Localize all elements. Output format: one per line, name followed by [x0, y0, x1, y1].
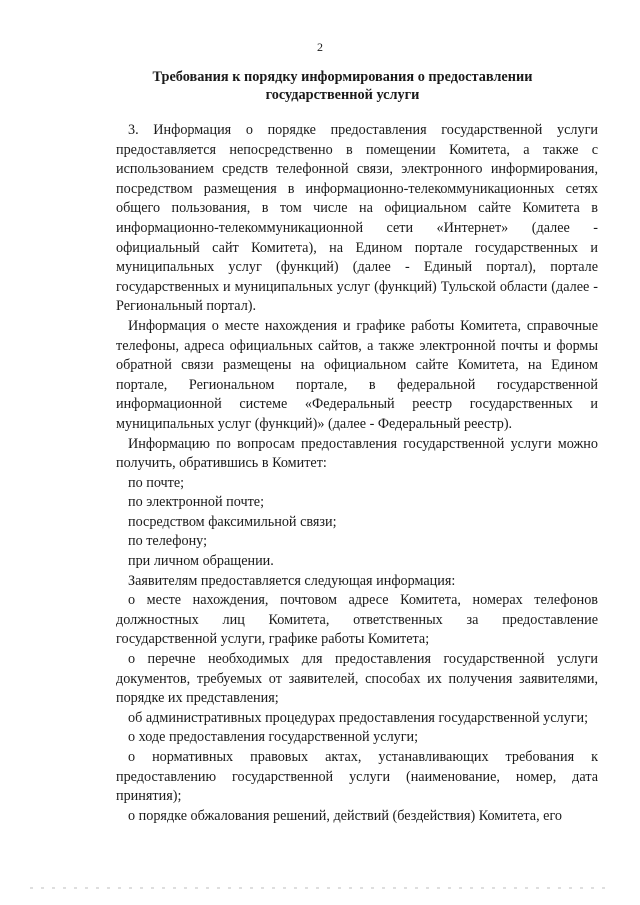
section-title-line-2: государственной услуги	[265, 87, 420, 103]
body-paragraph: об административных процедурах предоставления государственной услуги;	[128, 709, 589, 726]
body-paragraph: Информация о месте нахождения и графике работы Комитета, справочные телефоны, адреса официальных сайтов, а также электронной почты и формы обратной связи размещены на официальном сайте Комитета, на Едином портале, Региональном портале, в федеральной государственной информационной системе «Федеральный реестр государственных и муниципальных услуг (функций)» (далее - Федеральный реестр).	[116, 317, 598, 432]
body-paragraph: о месте нахождения, почтовом адресе Комитета, номерах телефонов должностных лиц Комитета, ответственных за предоставление государственной услуги, графике работы Комитета;	[116, 592, 598, 648]
section-title	[80, 68, 605, 104]
list-item: по электронной почте;	[128, 494, 265, 511]
body-text	[116, 121, 598, 826]
body-paragraph: о ходе предоставления государственной услуги;	[128, 729, 419, 746]
body-paragraph: Информацию по вопросам предоставления государственной услуги можно получить, обратившись в Комитет:	[116, 435, 598, 472]
body-paragraph: 3. Информация о порядке предоставления государственной услуги предоставляется непосредственно в помещении Комитета, а также с использованием средств телефонной связи, электронного информирования, посредством размещения в информационно-телекоммуникационных сетях общего пользования, в том числе на официальном сайте Комитета в информационно-телекоммуникационной сети «Интернет» (далее - официальный сайт Комитета), на Едином портале государственных и муниципальных услуг (функций) (далее - Единый портал), портале государственных и муниципальных услуг (функций) Тульской области (далее - Региональный портал).	[116, 122, 598, 315]
body-paragraph: о нормативных правовых актах, устанавливающих требования к предоставлению государственной услуги (наименование, номер, дата принятия);	[116, 749, 598, 805]
body-paragraph: о порядке обжалования решений, действий (бездействия) Комитета, его	[128, 807, 563, 824]
list-item: посредством факсимильной связи;	[128, 513, 337, 530]
page-number: 2	[317, 40, 323, 54]
list-item: по телефону;	[128, 533, 208, 550]
list-item: по почте;	[128, 474, 185, 491]
scan-artifact-line	[30, 887, 610, 889]
body-paragraph: о перечне необходимых для предоставления государственной услуги документов, требуемых от заявителей, способах их получения заявителями, порядке их представления;	[116, 651, 598, 707]
body-paragraph: Заявителям предоставляется следующая информация:	[128, 572, 456, 589]
section-title-line-1: Требования к порядку информирования о предоставлении	[152, 69, 533, 85]
list-item: при личном обращении.	[128, 553, 274, 570]
